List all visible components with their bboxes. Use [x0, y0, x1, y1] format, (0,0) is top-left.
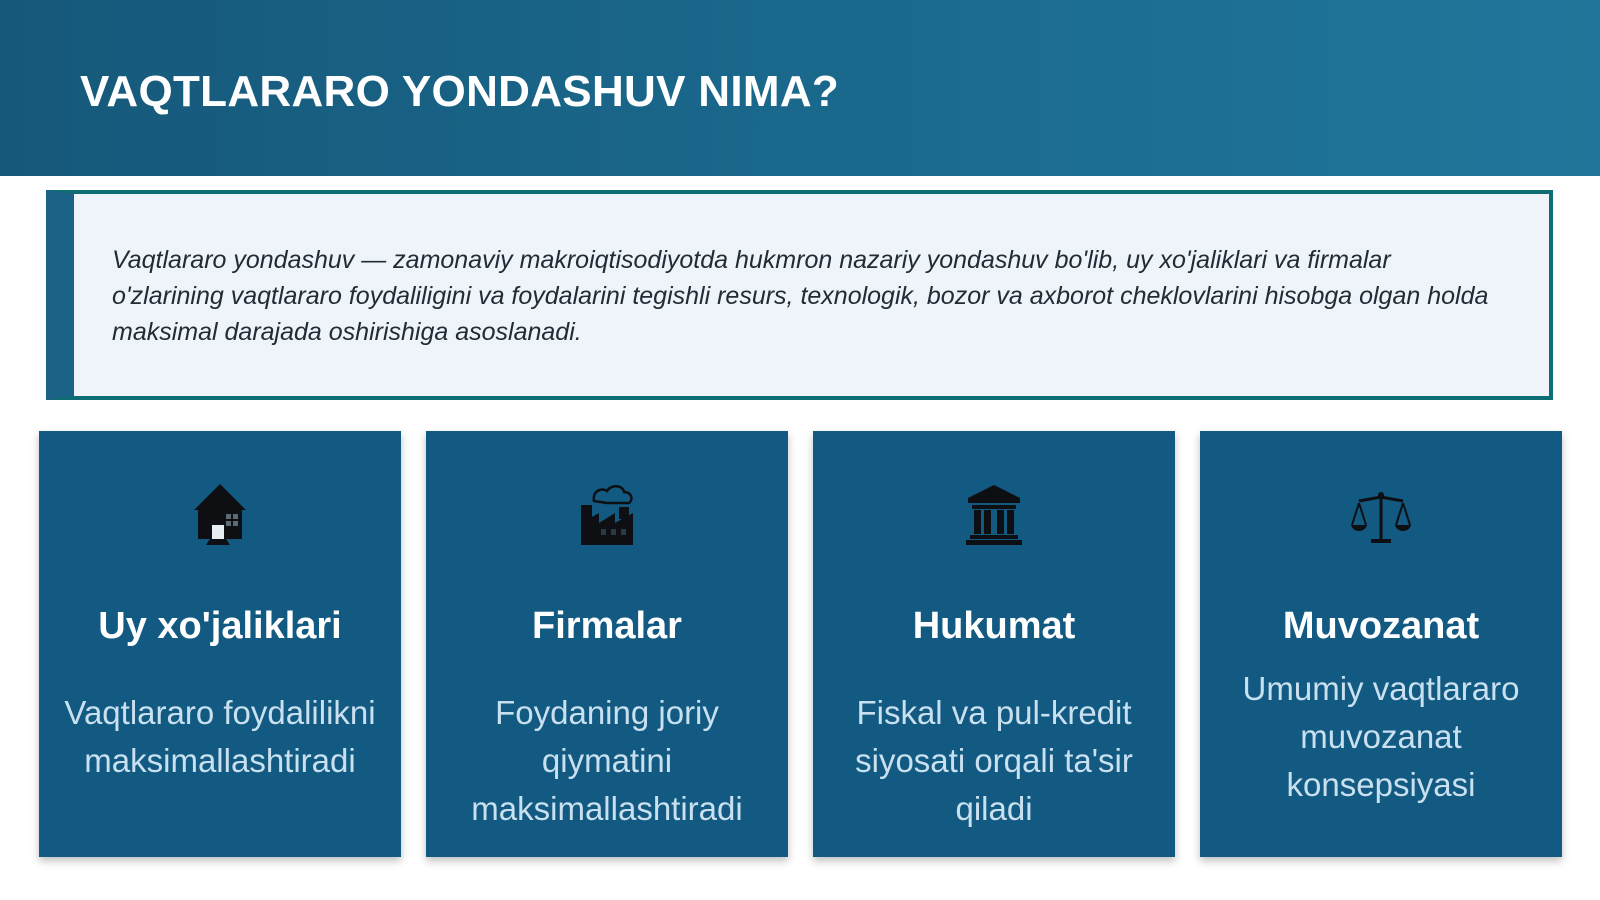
- card-description: Vaqtlararo foydalilikni maksimallashtiradi: [64, 694, 376, 779]
- government-building-icon: [964, 481, 1024, 547]
- card-description: Fiskal va pul-kredit siyosati orqali ta'sir qiladi: [855, 694, 1133, 827]
- header-bar: [0, 0, 1600, 176]
- definition-box: [46, 190, 1553, 400]
- card-firms: [426, 431, 788, 857]
- card-title: Firmalar: [532, 605, 682, 647]
- page-title: VAQTLARARO YONDASHUV NIMA?: [80, 67, 840, 116]
- house-icon: [190, 481, 250, 547]
- card-title: Muvozanat: [1282, 605, 1480, 647]
- balance-scale-icon: [1351, 481, 1411, 547]
- card-title: Uy xo'jaliklari: [98, 605, 342, 647]
- card-households: [39, 431, 401, 857]
- card-title: Hukumat: [912, 605, 1076, 647]
- card-government: [813, 431, 1175, 857]
- definition-text: Vaqtlararo yondashuv — zamonaviy makroiqtisodiyotda hukmron nazariy yondashuv bo'lib, uy xo'jaliklari va firmalar o'zlarining vaqtlararo foydaliligini va foydalarini tegishli resurs, texnologik, bozor va axborot cheklovlarini hisobga olgan holda maksimal darajada oshirishiga asoslanadi.: [112, 246, 1489, 346]
- card-description: Umumiy vaqtlararo muvozanat konsepsiyasi: [1242, 670, 1520, 803]
- card-description: Foydaning joriy qiymatini maksimallashtiradi: [471, 694, 743, 827]
- card-equilibrium: [1200, 431, 1562, 857]
- factory-icon: [577, 481, 637, 547]
